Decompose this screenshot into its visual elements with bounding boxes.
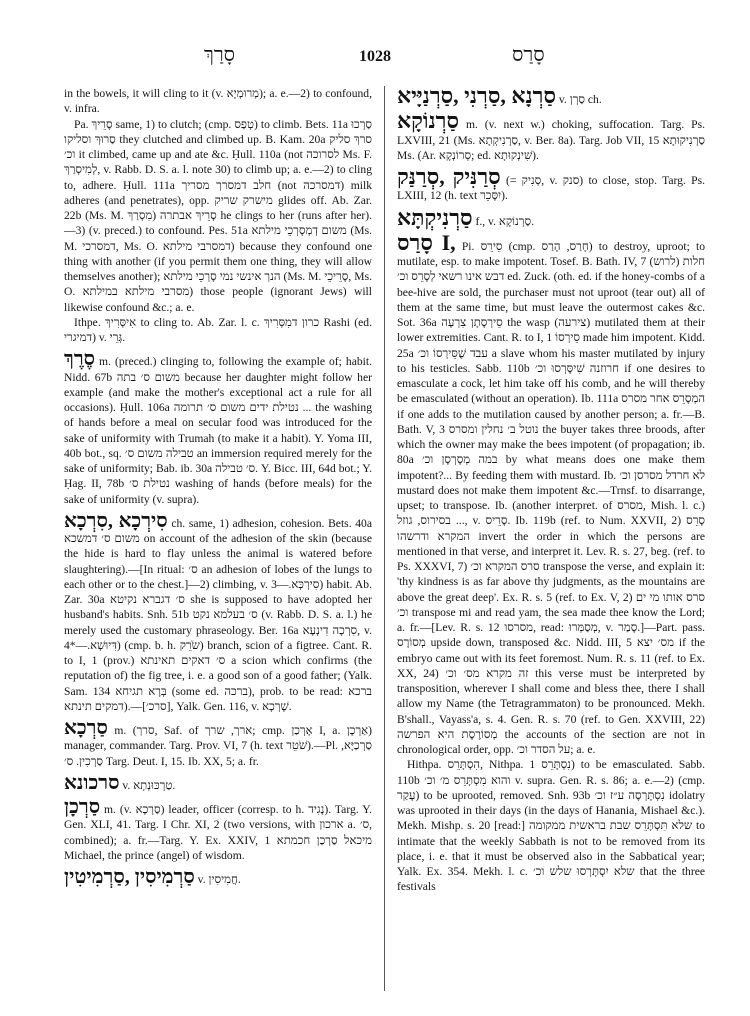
entry-text: in the bowels, it will cling to it (v. מְרוּמְיָא); a. e.—2) to confound, v. infra. xyxy=(64,87,372,116)
running-head-left: סָרַךְ xyxy=(204,44,236,66)
headword: סַרְנָא ,סַרְנִי ,סַרְנַיָּיא xyxy=(397,86,556,108)
dictionary-entry xyxy=(397,164,705,204)
dictionary-entry xyxy=(64,867,372,887)
dictionary-entry xyxy=(64,511,372,714)
entry-continuation xyxy=(64,86,372,345)
headword: סַרְכָן xyxy=(64,796,101,818)
headword: סרכונא xyxy=(64,771,120,794)
dictionary-entry xyxy=(397,229,705,895)
headword: סֶרֶךְ xyxy=(64,348,96,371)
entry-text-pa: Pa. סָרֵיךְ same, 1) to clutch; (cmp. טְפַס) to climb. Bets. 11a סַרְכוּ סַרוּךְ וסליקו they clutched and climbed up. B. Kam. 20a סרךְ סליק וכ׳ it climbed, came up and ate &c. Ḥull. 110a (not לסרוכה Ms. F. לְמִיסְרַךְ, v. Rabb. D. S. a. l. note 30) to climb up; a. e.—2) to cling to, adhere. Ḥull. 111a חלב דמסרך מסריך (not דמסרכה) milk adheres (and penetrates), opp. מישרק שריק glides off. Ab. Zar. 22b (Ms. M. מִסְרַךְ) סָרֵיךְ אבתרה he clings to her (runs after her).—3) (v. preced.) to confound. Pes. 51a משום דְמְסָרְכֵי מילתא (Ms. M. דמסרכי, Ms. O. דמסרבי מילתא) because they confound one thing with another (if you permit them one thing, they will allow themselves another); הנך אינשי נמי סָרְכֵי מילתא (Ms. M. סָרֵיכֵי, Ms. O. מסרבי מילתא במילתא) those people (ignorant Jews) will likewise confound &c.; a. e. xyxy=(64,117,372,314)
entry-text: v. טַרְכּוּנְתָא. xyxy=(122,778,176,792)
headword: סַרְמִיסִין ,סַרְמִיטִין xyxy=(64,866,195,888)
entry-text: (= סְנִיק, v. סנק) to close, stop. Targ. Ps. LXIII, 12 (h. text יִסָּכֵר). xyxy=(397,174,705,203)
headword: סְרַנִּיק ,סְרַנַּק xyxy=(397,164,501,189)
dictionary-entry xyxy=(64,797,372,863)
entry-text-ithpe: Ithpe. אִיסְּרִיךְ to cling to. Ab. Zar. l. c. כרון דמִסְּרִיךְ Rashi (ed. דמיגרי) v. גְּרֵי. xyxy=(64,315,372,344)
headword: סַרְנוֹקָא xyxy=(397,108,460,134)
entry-text-hithpa: Hithpa. הִסְתָּרֵס, Nithpa. נִסְתָּרֵס 1) to be emasculated. Sabb. 110b והוא מִסְתָּרֵס מ׳ וכ׳ v. supra. Gen. R. s. 86; a. e.—2) (cmp. עָקַר) to be uprooted, removed. Snh. 93b נִסְתָּרְסָה ע״ז וכ׳ idolatry was uprooted in their days (in the days of Hanania, Mishael &c.). Mekh. Mishp. s. 20 [read:] שלא תִּסְתָּרֵס שבת בראשית ממקומה to intimate that the weekly Sabbath is not to be removed from its place, i. e. that it must be observed also in the Sabbatical year; Yalk. Ex. 354. Mekh. l. c. שלא יִסְתָּרְסוּ שלש וכ׳ that the three festivals xyxy=(397,758,705,894)
entry-text: Pi. סֵירֵס (cmp. חָרַס, הָרַס) to destroy, uproot; to mutilate, esp. to make impotent. Tosef. B. Bath. IV, 7 (לרוש) חלות דבש אינו רשאי לְסָרֵס וכ׳ ed. Zuck. (oth. ed. if the honey-combs of a bee-hive are sold, the purchaser must not uproot (tear out) all of them at the same time, but must leave the outermost cakes &c. Sot. 36a סֵירְסָתָן צִרְעָה the wasp (צירעה) mutilated them at their lower extremities. Cant. R. to I, 1 סֵירְסוֹ made him impotent. Kidd. 25a עבד שֶׁסֵּירְסוֹ וכ׳ a slave whom his master mutilated by injury to his testicles. Sabb. 110b חרוזנה שִׁיסָּרְסוּ וכ׳ if one desires to emasculate a cock, let him take off his comb, and he will thereby be emasculated (without an operation). Ib. 111a המְסָרֵס אחר מסרס if one adds to the mutilation caused by another person; a. fr.—B. Bath. V, 3 נוטל ב׳ נחלין ומסרס the buyer takes three broods, after which the owner may make the bees impotent (of propagation; ib. 80a במה מְסָרְסָן וכ׳ by what means does one make them impotent?... By feeding them with mustard. Ib. לא חרדל מסרסן וכ׳ mustard does not make them impotent &c.—Trnsf. to disarrange, upset; to transpose. Ib. (another interpret. of מסרס, Mish. l. c.) בסירוס, גוזל ..., v. סָרֵיס. Ib. 119b (ref. to Num. XXVII, 2) סָרֵס המקרא ודרשהו invert the order in which the persons are mentioned in that verse, and interpret it. Lev. R. s. 27, beg. (ref. to Ps. XXXVI, 7) סרס המקרא וכ׳ transpose the verse, and explain it: 'thy kindness is as far above thy judgments, as the mountains are above the great deep'. Ex. R. s. 5 (ref. to Ex. V, 2) סרס אותו מי ים וכ׳ transpose mi and read yam, the sea made thee know the Lord; a. fr.—[Lev. R. s. 12 מסרסו, read: מְסַמְּרוּ, v. סָמַר.]—Part. pass. מְסוֹרָס upside down, transposed &c. Nidd. III, 5 מס׳ יצא if the embryo came out with its feet foremost. Num. R. s. 11 (ref. to Ex. XX, 24) זה מקרא מס׳ וכ׳ this verse must be interpreted by transposition, wherever I shall come and bless thee, there I shall allow my Name (the Tetragrammaton) to be pronounced. Mekh. B'shall., Vayass'a, s. 4. Gen. R. s. 70 (ref. to Gen. XXVIII, 22) מְסוֹרֶסֶת היא הפרשה the accounts of the section are not in chronological order, opp. על הסדר וכ׳; a. e. xyxy=(397,239,705,756)
dictionary-entry xyxy=(397,86,705,107)
left-column xyxy=(64,86,372,991)
dictionary-entry xyxy=(397,204,705,230)
page-header xyxy=(0,44,750,70)
headword: סַרְנִיקְתָּא xyxy=(397,204,473,230)
entry-text: m. (v. next w.) choking, suffocation. Targ. Ps. LXVIII, 21 (Ms. סַרְנִיקְתָא, v. Ber. 8a). Targ. Job VII, 15 סַרְנִיקוּתָא Ms. (Ar. סְרוֹנְקָא; ed. שִׁינְקוּתָא). xyxy=(397,118,705,162)
entry-text: ch. same, 1) adhesion, cohesion. Bets. 40a משום ס׳ דמשכא on account of the adhesion of the skin (because the hide is hard to flay unless the animal is watered before slaughtering).—[In ritual: ס׳ an adhesion of lobes of the lungs to each other or to the chest.]—2) climbing, v. סִירְכְּא.—3) habit. Ab. Zar. 30a ס׳ דגברא נקיטא she is supposed to have adopted her husband's habits. Snh. 51b ס׳ בעלמא נקט (v. Rabb. D. S. a. l.) he merely used the customary phraseology. Ber. 16a סִרְכָה דִינְעָא, v. דִּיוּשְׁא.—*4) (cmp. b. h. שֹׂרֵק) branch, scion of a figtree. Cant. R. to I, 1 (prov.) ס׳ דאקים תאינתא a scion which confirms (the reputation of) the fig tree, i. e. a good son of a good father; (Yalk. Sam. 134 בְּרָא תגיחא (some ed. ברכה), prob. to be read: ברכא דמקים תינתא).—[סרכ׳], Yalk. Gen. 116, v. שָׁרְכָא. xyxy=(64,516,372,713)
column-divider xyxy=(384,86,385,991)
headword: סָרַס I, xyxy=(397,229,456,255)
entry-text: f., v. סַרְנוֹקָא. xyxy=(475,214,534,228)
entry-text: m. (v. סַרְכָא) leader, officer (corresp. to h. נָגִיד). Targ. Y. Gen. XLI, 41. Targ. I Chr. XI, 2 (two versions, with ארכון a. ס׳, combined); a. fr.—Targ. Y. Ex. XXIV, 1 מיכאל סַרְכַן חכמתא Michael, the prince (angel) of wisdom. xyxy=(64,803,372,862)
right-column xyxy=(397,86,705,991)
entry-text: m. (סרך, Saf. of ארך, שרך; cmp. אָרְכַן I, a. אַרְכָן) manager, commander. Targ. Prov. VI, 7 (h. text שֹׁטֵר).—Pl. סַרְכַיָּא, סַרְכִין. ס׳ Targ. Deut. I, 15. Ib. XX, 5; a. fr. xyxy=(64,724,372,768)
dictionary-entry xyxy=(64,718,372,769)
dictionary-entry xyxy=(397,108,705,163)
dictionary-entry xyxy=(64,773,372,793)
headword: סַרְכָא xyxy=(64,717,108,739)
entry-text: v. חֲמִיסִין. xyxy=(197,873,241,886)
headword: סִירְכָא ,סִרְכָא xyxy=(64,509,168,532)
running-head-right: סָרַס xyxy=(512,44,545,66)
entry-text: m. (preced.) clinging to, following the example of; habit. Nidd. 67b משום ס׳ בתה because her daughter might follow her example (and make the mother's exceptional act a rule for all occasions). Ḥull. 106a נטילת ידים משום ס׳ תרומה ... the washing of hands before a meal on secular food was introduced for the sake of uniformity with Trumah (to make it a habit). Y. Yoma III, 40b bot., sq. טבילה משום ס׳ an immersion required merely for the sake of uniformity; Bab. ib. 30a ס׳ טבילה. Y. Bicc. III, 64d bot.; Y. Ḥag. II, 78b נטילת ס׳ washing of hands (before meals) for the sake of uniformity (v. supra). xyxy=(64,355,372,506)
dictionary-entry xyxy=(64,349,372,507)
page-number: 1028 xyxy=(359,48,391,65)
entry-text: v. סַרְן ch. xyxy=(558,93,602,106)
